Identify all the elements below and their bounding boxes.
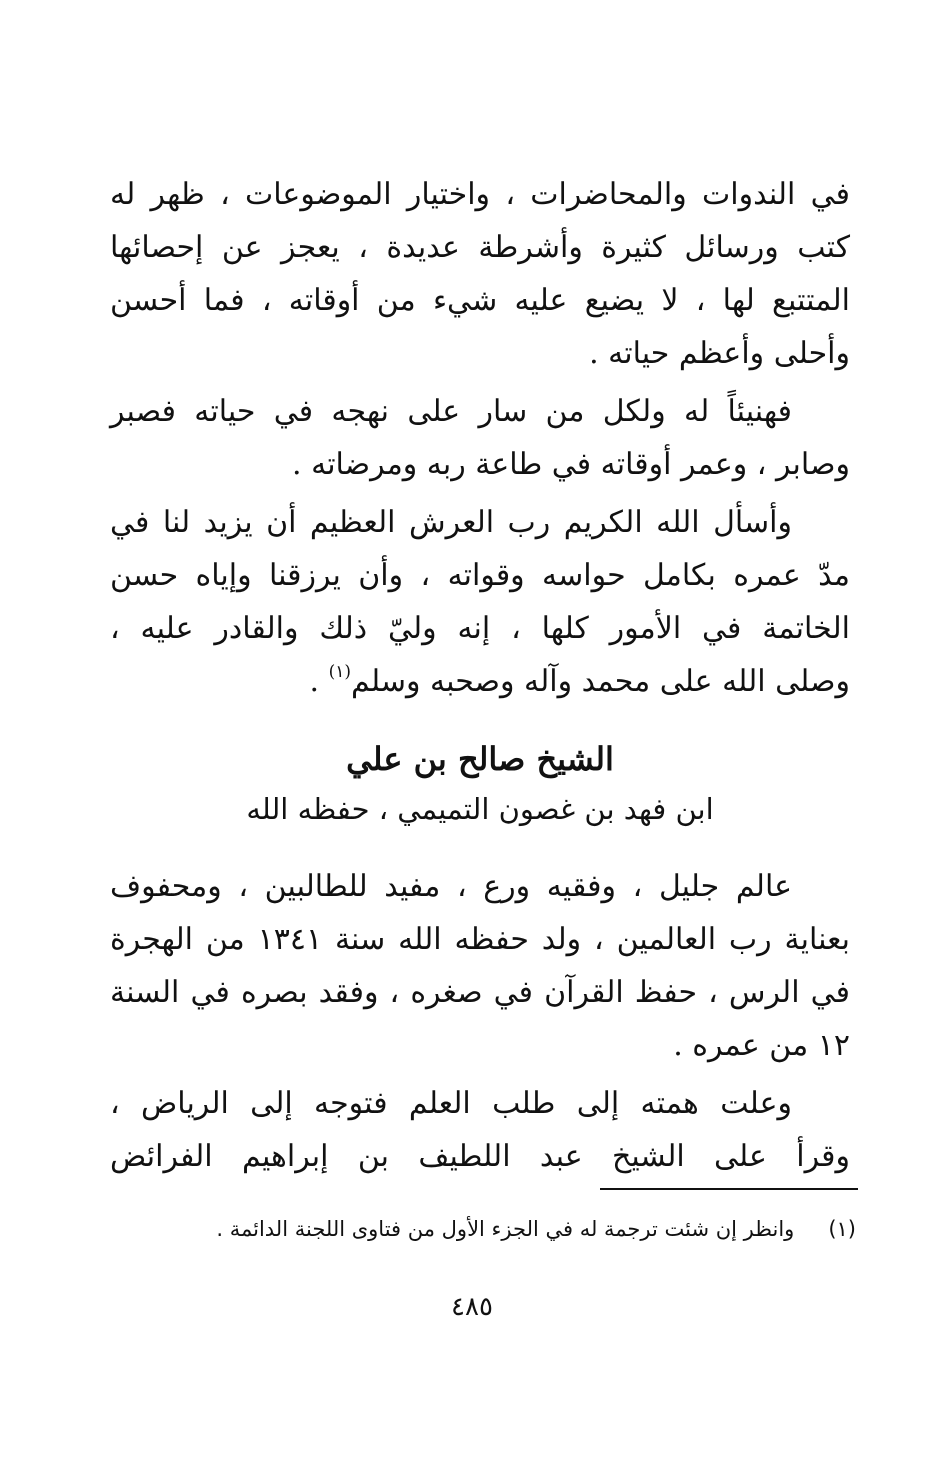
text-line: كتب ورسائل كثيرة وأشرطة عديدة ، يعجز عن إحصائها: [110, 230, 850, 265]
page-body: [110, 168, 850, 1183]
text-line: وأحلى وأعظم حياته .: [589, 336, 850, 371]
text-line: في الرس ، حفظ القرآن في صغره ، وفقد بصره في السنة: [110, 975, 850, 1010]
footnote-number: (١): [828, 1217, 856, 1241]
text-line: في الندوات والمحاضرات ، واختيار الموضوعات ، ظهر له: [110, 177, 850, 212]
text-line: وأسأل الله الكريم رب العرش العظيم أن يزيد لنا في: [110, 505, 792, 540]
paragraph-1: [110, 168, 850, 380]
footnote-marker: (١): [328, 662, 351, 682]
text-segment: .: [309, 664, 329, 699]
text-line: وصابر ، وعمر أوقاته في طاعة ربه ومرضاته .: [292, 447, 850, 482]
text-line: وقرأ على الشيخ عبد اللطيف بن إبراهيم الفرائض: [110, 1139, 850, 1174]
text-line: مدّ عمره بكامل حواسه وقواته ، وأن يرزقنا وإياه حسن: [110, 558, 850, 593]
paragraph-2: [110, 385, 850, 491]
section-subtitle: ابن فهد بن غصون التميمي ، حفظه الله: [246, 792, 714, 826]
text-line: وعلت همته إلى طلب العلم فتوجه إلى الرياض ،: [110, 1086, 792, 1121]
text-line: فهنيئاً له ولكل من سار على نهجه في حياته فصبر: [110, 394, 793, 429]
section-title: الشيخ صالح بن علي: [346, 740, 614, 778]
text-line: الخاتمة في الأمور كلها ، إنه وليّ ذلك والقادر عليه ،: [110, 611, 850, 646]
footnote: [116, 1212, 856, 1246]
text-line: عالم جليل ، وفقيه ورع ، مفيد للطالبين ، ومحفوف: [110, 869, 792, 904]
page-number: ٤٨٥: [451, 1292, 493, 1322]
text-line: بعناية رب العالمين ، ولد حفظه الله سنة ١٣٤١ من الهجرة: [110, 922, 850, 957]
footnote-separator: [600, 1188, 858, 1190]
paragraph-4: [110, 860, 850, 1072]
paragraph-5: [110, 1077, 850, 1183]
text-line-with-footnote: [110, 655, 850, 708]
footnote-text: وانظر إن شئت ترجمة له في الجزء الأول من فتاوى اللجنة الدائمة .: [216, 1217, 795, 1241]
text-line: ١٢ من عمره .: [673, 1028, 850, 1063]
text-line: المتتبع لها ، لا يضيع عليه شيء من أوقاته ، فما أحسن: [110, 283, 850, 318]
text-segment: وصلى الله على محمد وآله وصحبه وسلم: [351, 664, 850, 699]
paragraph-3: [110, 496, 850, 708]
